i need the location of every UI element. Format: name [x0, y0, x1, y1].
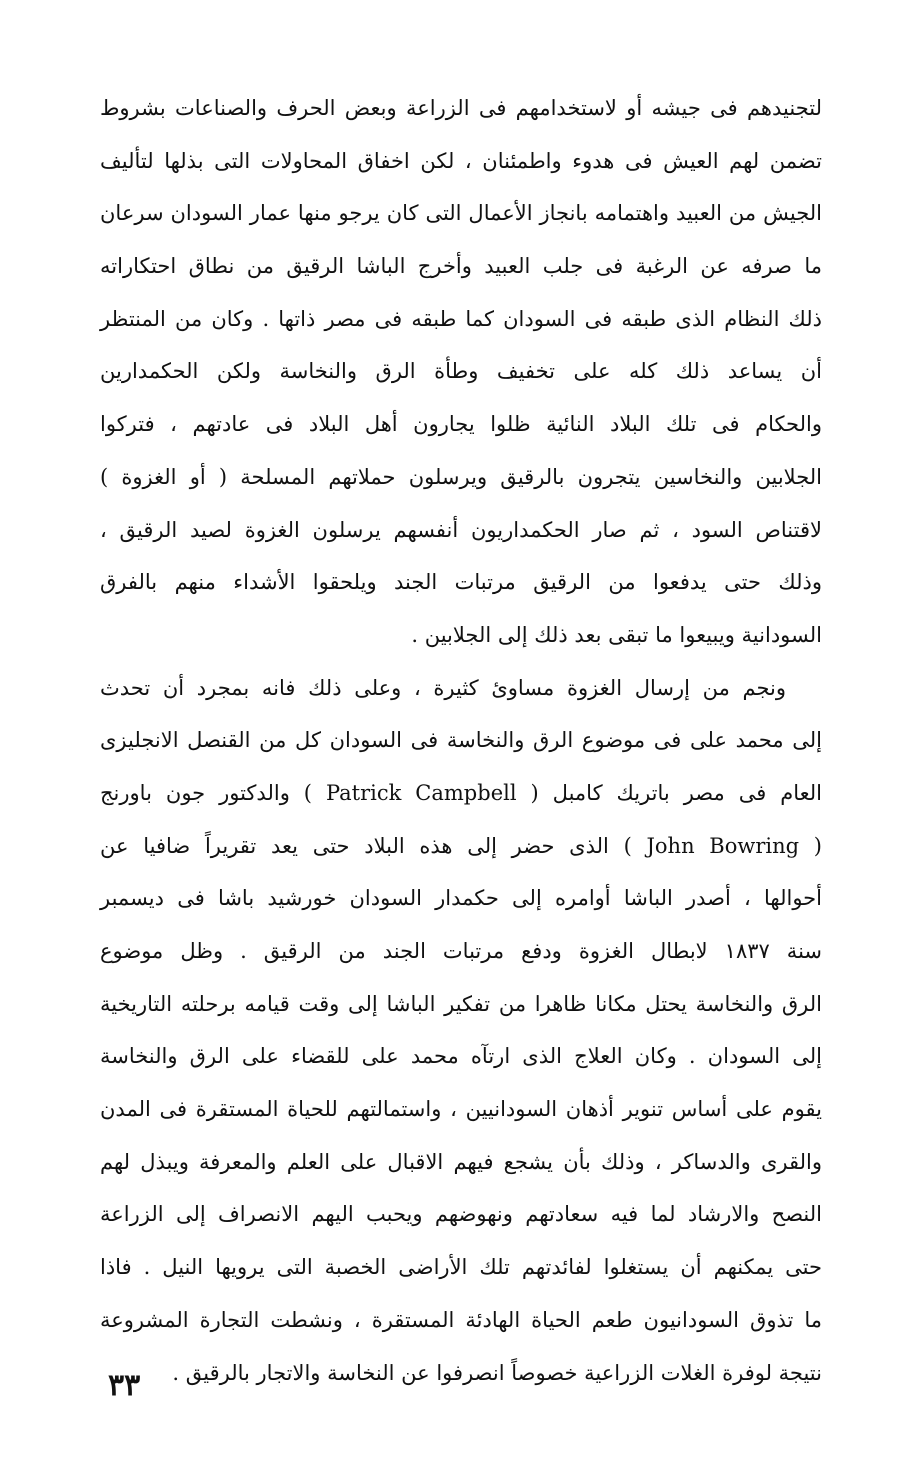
text-line: أن يساعد ذلك كله على تخفيف وطأة الرق والنخاسة ولكن الحكمدارين — [100, 359, 822, 384]
page-number: ٣٣ — [108, 1368, 141, 1403]
text-line: ونجم من إرسال الغزوة مساوئ كثيرة ، وعلى ذلك فانه بمجرد أن تحدث — [100, 675, 786, 700]
text-line: والقرى والدساكر ، وذلك بأن يشجع فيهم الاقبال على العلم والمعرفة ويبذل لهم — [100, 1149, 822, 1174]
text-line: ما تذوق السودانيون طعم الحياة الهادئة المستقرة ، ونشطت التجارة المشروعة — [100, 1307, 822, 1332]
text-line: لتجنيدهم فى جيشه أو لاستخدامهم فى الزراعة وبعض الحرف والصناعات بشروط — [100, 96, 822, 120]
text-line: وذلك حتى يدفعوا من الرقيق مرتبات الجند ويلحقوا الأشداء منهم بالفرق — [100, 570, 822, 595]
paragraph-2 — [100, 662, 822, 1400]
text-line: إلى محمد على فى موضوع الرق والنخاسة فى السودان كل من القنصل الانجليزى — [100, 728, 822, 753]
text-line: إلى السودان . وكان العلاج الذى ارتآه محمد على للقضاء على الرق والنخاسة — [100, 1044, 822, 1069]
text-line: ( John Bowring ) الذى حضر إلى هذه البلاد حتى يعد تقريراً ضافيا عن — [100, 833, 823, 858]
text-line: الرق والنخاسة يحتل مكانا ظاهرا من تفكير الباشا إلى وقت قيامه برحلته التاريخية — [100, 991, 822, 1016]
page-body — [100, 82, 822, 1412]
text-line: الجلابين والنخاسين يتجرون بالرقيق ويرسلون حملاتهم المسلحة ( أو الغزوة ) — [100, 464, 822, 489]
text-line: نتيجة لوفرة الغلات الزراعية خصوصاً انصرفوا عن النخاسة والاتجار بالرقيق . — [172, 1360, 822, 1385]
text-line: أحوالها ، أصدر الباشا أوامره إلى حكمدار السودان خورشيد باشا فى ديسمبر — [100, 886, 822, 911]
paragraph-1 — [100, 82, 822, 662]
text-line: الجيش من العبيد واهتمامه بانجاز الأعمال التى كان يرجو منها عمار السودان سرعان — [100, 201, 822, 226]
text-line: ما صرفه عن الرغبة فى جلب العبيد وأخرج الباشا الرقيق من نطاق احتكاراته — [100, 254, 822, 279]
text-line: حتى يمكنهم أن يستغلوا لفائدتهم تلك الأراضى الخصبة التى يرويها النيل . فاذا — [100, 1255, 822, 1280]
text-line: سنة ١٨٣٧ لابطال الغزوة ودفع مرتبات الجند من الرقيق . وظل موضوع — [100, 939, 823, 963]
text-line: يقوم على أساس تنوير أذهان السودانيين ، واستمالتهم للحياة المستقرة فى المدن — [100, 1097, 822, 1122]
text-line: النصح والارشاد لما فيه سعادتهم ونهوضهم ويحبب اليهم الانصراف إلى الزراعة — [100, 1202, 822, 1227]
text-line: السودانية ويبيعوا ما تبقى بعد ذلك إلى الجلابين . — [411, 622, 822, 647]
text-line: لاقتناص السود ، ثم صار الحكمداريون أنفسهم يرسلون الغزوة لصيد الرقيق ، — [100, 517, 822, 542]
text-line: العام فى مصر باتريك كامبل ( Patrick Campbell ) والدكتور جون باورنج — [100, 780, 823, 805]
text-line: تضمن لهم العيش فى هدوء واطمئنان ، لكن اخفاق المحاولات التى بذلها لتأليف — [100, 148, 822, 173]
text-line: والحكام فى تلك البلاد النائية ظلوا يجارون أهل البلاد فى عادتهم ، فتركوا — [100, 412, 822, 437]
text-line: ذلك النظام الذى طبقه فى السودان كما طبقه فى مصر ذاتها . وكان من المنتظر — [100, 306, 822, 331]
